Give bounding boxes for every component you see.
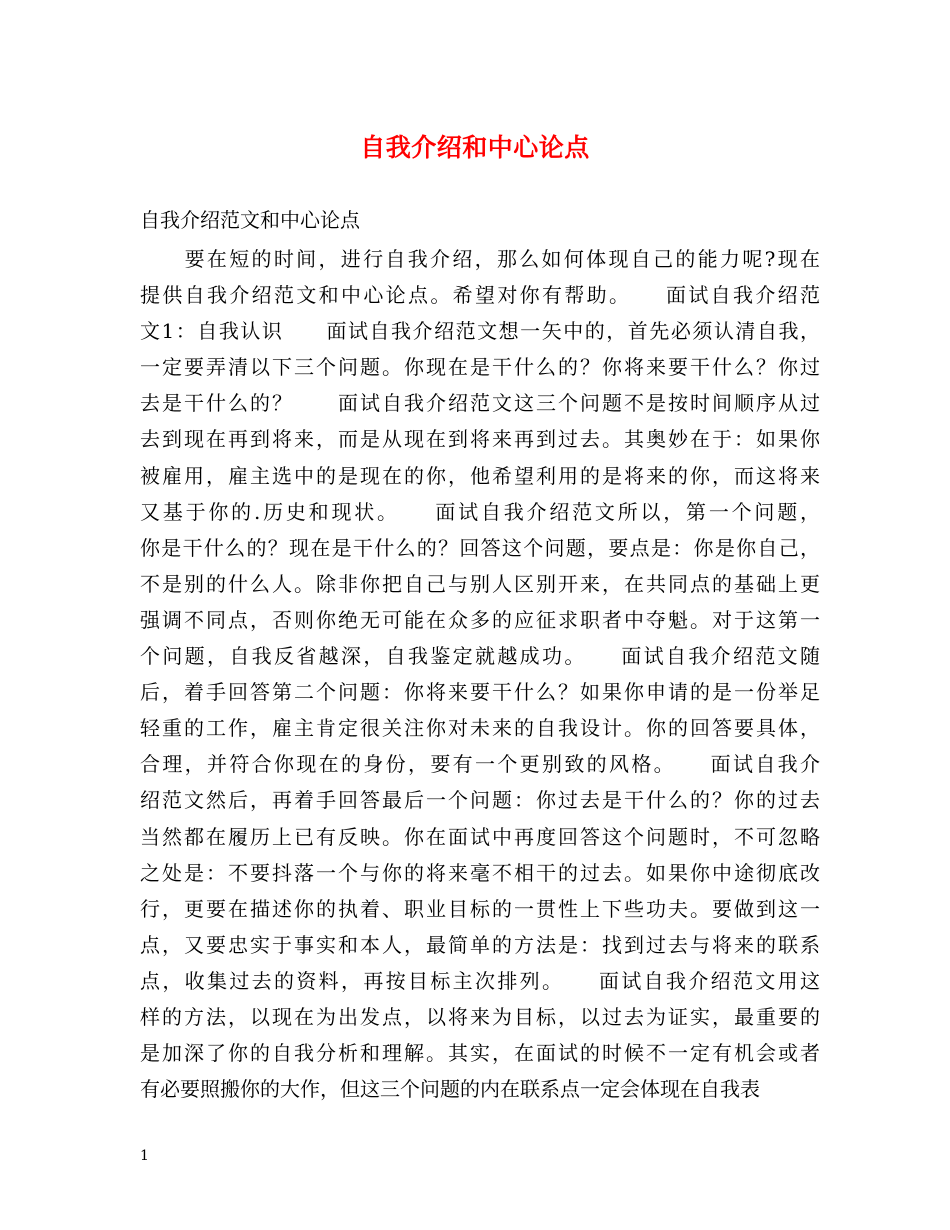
body-line: 行，更要在描述你的执着、职业目标的一贯性上下些功夫。要做到这一	[140, 896, 820, 921]
body-line: 要在短的时间，进行自我介绍，那么如何体现自己的能力呢?现在	[140, 247, 820, 271]
document-title: 自我介绍和中心论点	[360, 133, 590, 162]
body-line: 去是干什么的？ 面试自我介绍范文这三个问题不是按时间顺序从过	[140, 391, 820, 416]
body-line: 之处是：不要抖落一个与你的将来毫不相干的过去。如果你中途彻底改	[140, 860, 820, 885]
body-line: 提供自我介绍范文和中心论点。希望对你有帮助。 面试自我介绍范	[140, 283, 820, 308]
body-line: 后，着手回答第二个问题：你将来要干什么？如果你申请的是一份举足	[140, 680, 820, 705]
body-line: 点，又要忠实于事实和本人，最简单的方法是：找到过去与将来的联系	[140, 932, 820, 957]
body-line: 被雇用，雇主选中的是现在的你，他希望利用的是将来的你，而这将来	[140, 463, 820, 488]
body-line: 有必要照搬你的大作，但这三个问题的内在联系点一定会体现在自我表	[140, 1077, 760, 1102]
body-line: 是加深了你的自我分析和理解。其实，在面试的时候不一定有机会或者	[140, 1041, 820, 1066]
body-line: 样的方法，以现在为出发点，以将来为目标，以过去为证实，最重要的	[140, 1004, 820, 1029]
document-subtitle: 自我介绍范文和中心论点	[140, 208, 360, 232]
body-line: 一定要弄清以下三个问题。你现在是干什么的？你将来要干什么？你过	[140, 355, 820, 380]
page-number: 1	[140, 1148, 149, 1164]
body-line: 你是干什么的？现在是干什么的？回答这个问题，要点是：你是你自己，	[140, 535, 820, 560]
body-line: 强调不同点，否则你绝无可能在众多的应征求职者中夺魁。对于这第一	[140, 607, 820, 632]
body-line: 个问题，自我反省越深，自我鉴定就越成功。 面试自我介绍范文随	[140, 644, 820, 669]
body-line: 去到现在再到将来，而是从现在到将来再到过去。其奥妙在于：如果你	[140, 427, 820, 452]
body-line: 绍范文然后，再着手回答最后一个问题：你过去是干什么的？你的过去	[140, 788, 820, 813]
body-line: 文1：自我认识 面试自我介绍范文想一矢中的，首先必须认清自我，	[140, 319, 820, 344]
body-line: 当然都在履历上已有反映。你在面试中再度回答这个问题时，不可忽略	[140, 824, 820, 849]
document-body	[140, 241, 820, 1107]
body-line: 点，收集过去的资料，再按目标主次排列。 面试自我介绍范文用这	[140, 968, 820, 993]
body-line: 又基于你的.历史和现状。 面试自我介绍范文所以，第一个问题，	[140, 499, 820, 524]
body-line: 轻重的工作，雇主肯定很关注你对未来的自我设计。你的回答要具体，	[140, 716, 820, 741]
body-line: 不是别的什么人。除非你把自己与别人区别开来，在共同点的基础上更	[140, 571, 820, 596]
body-line: 合理，并符合你现在的身份，要有一个更别致的风格。 面试自我介	[140, 752, 820, 777]
